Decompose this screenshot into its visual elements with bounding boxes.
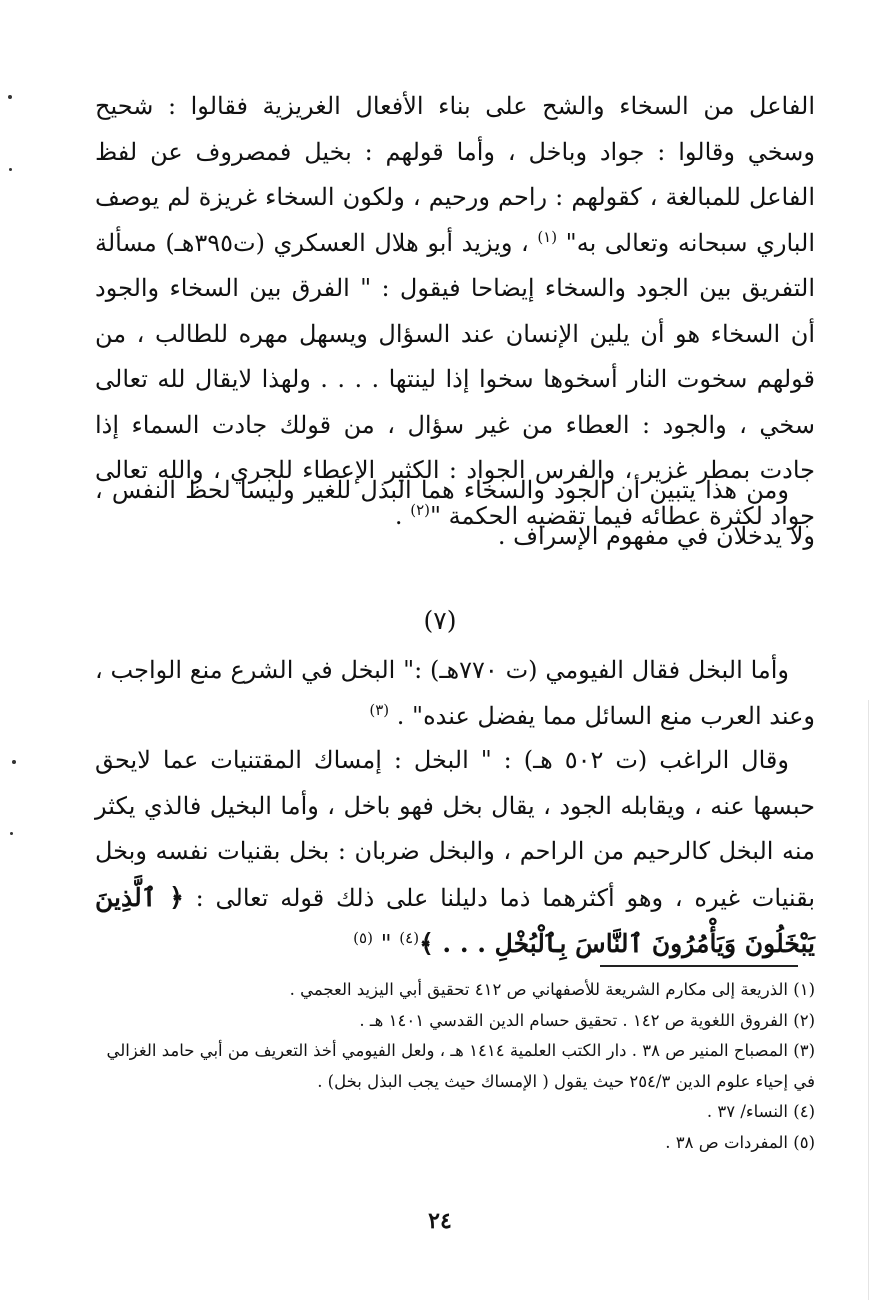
footnote-separator: [600, 965, 798, 967]
paragraph-1-text-b: ، ويزيد أبو هلال العسكري (ت٣٩٥هـ) مسألة التفريق بين الجود والسخاء إيضاحا فيقول : " الفرق بين السخاء والجود أن السخاء هو أن يلين الإنسان عند السؤال ويسهل مهره للطالب ، من قولهم سخوت النار أسخوها سخوا إذا لينتها . . . . ولهذا لايقال لله تعالى سخي ، والجود : العطاء من غير سؤال ، من قولك جادت السماء إذا جادت بمطر غزير ، والفرس الجواد : الكثير الإعطاء للجري ، والله تعالى جواد لكثرة عطائه فيما تقضيه الحكمة ": [95, 228, 815, 530]
section-number: (٧): [423, 606, 457, 635]
paragraph-3-text: وأما البخل فقال الفيومي (ت ٧٧٠هـ) :" البخل في الشرع منع الواجب ، وعند العرب منع السائل مما يفضل عنده" .: [95, 656, 815, 730]
paragraph-4-text: وقال الراغب (ت ٥٠٢ هـ) : " البخل : إمساك المقتنيات عما لايحق حبسها عنه ، ويقابله الجود ، يقال بخل فهو باخل ، وأما البخيل فالذي يكثر منه البخل كالرحيم من الراحم ، والبخل ضربان : بخل بقنيات نفسه وبخل بقنيات غيره ، وهو أكثرهما ذما دليلنا على ذلك قوله تعالى :: [95, 746, 815, 912]
paragraph-2-text: ومن هذا يتبين أن الجود والسخاء هما البذل للغير وليسا لحظ النفس ، ولا يدخلان في مفهوم الإسراف .: [95, 476, 815, 550]
footnotes: [95, 975, 815, 1158]
quran-verse: ﴿ ٱلَّذِينَ يَبْخَلُونَ وَيَأْمُرُونَ ٱلنَّاسَ بِٱلْبُخْلِ . . . ﴾: [95, 882, 815, 958]
paragraph-1-text-c: .: [394, 501, 403, 530]
scan-margin-line: [868, 700, 869, 1300]
footnote-ref-3: (٣): [369, 700, 390, 719]
body-paragraph-2: [95, 468, 815, 559]
footnote-ref-2: (٢): [410, 500, 430, 519]
footnote-5: (٥) المفردات ص ٣٨ .: [665, 1132, 815, 1152]
footnote-3: (٣) المصباح المنير ص ٣٨ . دار الكتب العلمية ١٤١٤ هـ ، ولعل الفيومي أخذ التعريف من أبي حامد الغزالي في إحياء علوم الدين ٢٥٤/٣ حيث يقول ( الإمساك حيث يجب البذل بخل) .: [106, 1041, 815, 1091]
scan-speck: [8, 95, 12, 99]
scan-speck: [9, 168, 12, 171]
body-paragraph-4: [95, 738, 815, 968]
footnote-4: (٤) النساء/ ٣٧ .: [706, 1102, 815, 1121]
page-number: ٢٤: [428, 1208, 452, 1234]
footnote-ref-1: (١): [537, 227, 558, 246]
scan-speck: [10, 832, 13, 835]
footnote-2: (٢) الفروق اللغوية ص ١٤٢ . تحقيق حسام الدين القدسي ١٤٠١ هـ .: [359, 1010, 815, 1030]
footnote-1: (١) الذريعة إلى مكارم الشريعة للأصفهاني ص ٤١٢ تحقيق أبي اليزيد العجمي .: [289, 980, 815, 999]
quote-close: ": [380, 930, 392, 958]
scan-speck: [12, 760, 16, 764]
footnote-ref-5: (٥): [353, 929, 373, 947]
body-paragraph-3: [95, 648, 815, 739]
footnote-ref-4: (٤): [399, 929, 420, 947]
paragraph-1-text-a: الفاعل من السخاء والشح على بناء الأفعال الغريزية فقالوا : شحيح وسخي وقالوا : جواد وباخل ، وأما قولهم : بخيل فمصروف عن لفظ الفاعل للمبالغة ، كقولهم : راحم ورحيم ، ولكون السخاء غريزة لم يوصف الباري سبحانه وتعالى به": [95, 92, 816, 257]
